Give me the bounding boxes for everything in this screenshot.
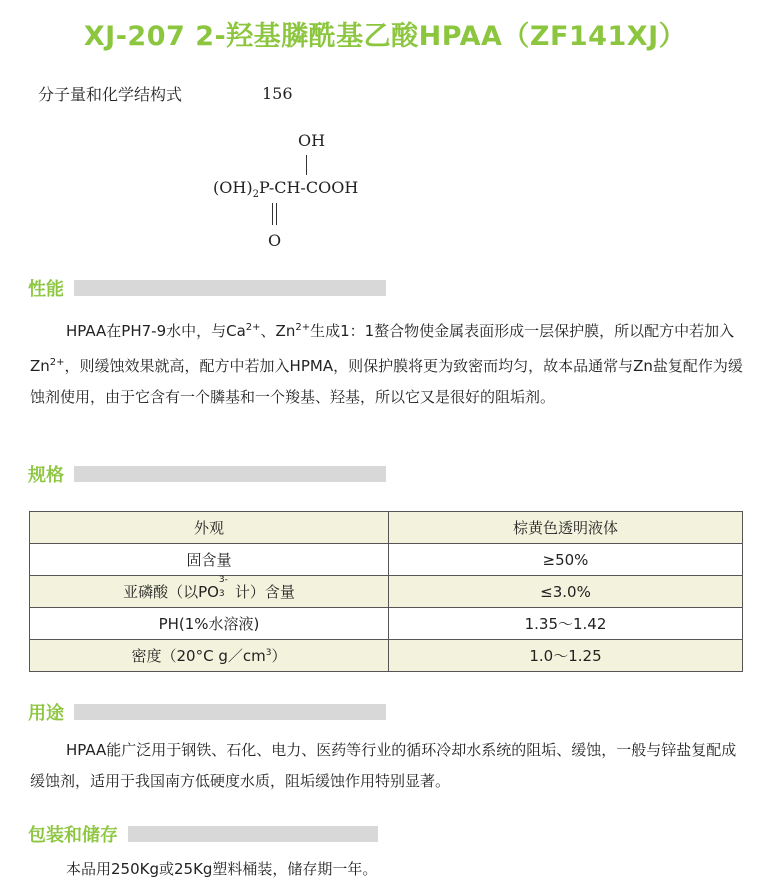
section-divider-bar <box>74 704 386 720</box>
section-divider-bar <box>74 280 386 296</box>
section-heading: 规格 <box>28 465 64 486</box>
section-heading: 性能 <box>28 279 64 300</box>
spec-name: 外观 <box>30 512 389 544</box>
section-usage-header <box>28 700 386 724</box>
spec-value: 1.0～1.25 <box>389 640 743 672</box>
spec-name: PH(1%水溶液) <box>30 608 389 640</box>
performance-text: HPAA在PH7-9水中，与$Ca^{2+}$、$Zn^{2+}$生成1：1螯合物使金属表面形成一层保护膜，所以配方中若加入$Zn^{2+}$，则缓蚀效果就高，配方中若加入HPMA，则保护膜将更为致密而均匀，故本品通常与Zn盐复配作为缓蚀剂使用，由于它含有一个膦基和一个羧基、羟基，所以它又是很好的阻垢剂。 <box>30 322 743 406</box>
structure-main-chain: $(OH)_2P-CH$-COOH <box>213 178 359 201</box>
spec-name: 亚磷酸（以PO 3- 3 计）含量 <box>30 576 389 608</box>
structure-o: O <box>268 231 282 250</box>
spec-value: 棕黄色透明液体 <box>389 512 743 544</box>
table-row <box>30 576 743 608</box>
section-divider-bar <box>128 826 378 842</box>
section-packaging-header <box>28 822 378 846</box>
spec-value: ≤3.0% <box>389 576 743 608</box>
table-row <box>30 512 743 544</box>
section-spec-header <box>28 462 386 486</box>
section-heading: 包装和储存 <box>28 825 118 846</box>
section-performance-header <box>28 276 386 300</box>
section-divider-bar <box>74 466 386 482</box>
table-row <box>30 608 743 640</box>
spec-table <box>29 511 743 672</box>
table-row <box>30 544 743 576</box>
spec-name: 固含量 <box>30 544 389 576</box>
table-row <box>30 640 743 672</box>
page-title: XJ-207 2-羟基膦酰基乙酸HPAA（ZF141XJ） <box>83 21 687 52</box>
structure-single-bond <box>306 155 307 175</box>
section-heading: 用途 <box>28 703 64 724</box>
structure-oh: OH <box>298 131 326 150</box>
molecular-weight-value: 156 <box>262 84 293 103</box>
structure-double-bond-a <box>272 203 273 225</box>
spec-value: ≥50% <box>389 544 743 576</box>
spec-name: 密度（20°C $g/cm^3$） <box>30 640 389 672</box>
molecular-weight-label: 分子量和化学结构式 <box>38 85 183 104</box>
packaging-text: 本品用250Kg或25Kg塑料桶装，储存期一年。 <box>66 860 378 878</box>
usage-text: HPAA能广泛用于钢铁、石化、电力、医药等行业的循环冷却水系统的阻垢、缓蚀，一般与锌盐复配成缓蚀剂，适用于我国南方低硬度水质，阻垢缓蚀作用特别显著。 <box>30 741 737 790</box>
spec-value: 1.35～1.42 <box>389 608 743 640</box>
structure-double-bond-b <box>276 203 277 225</box>
